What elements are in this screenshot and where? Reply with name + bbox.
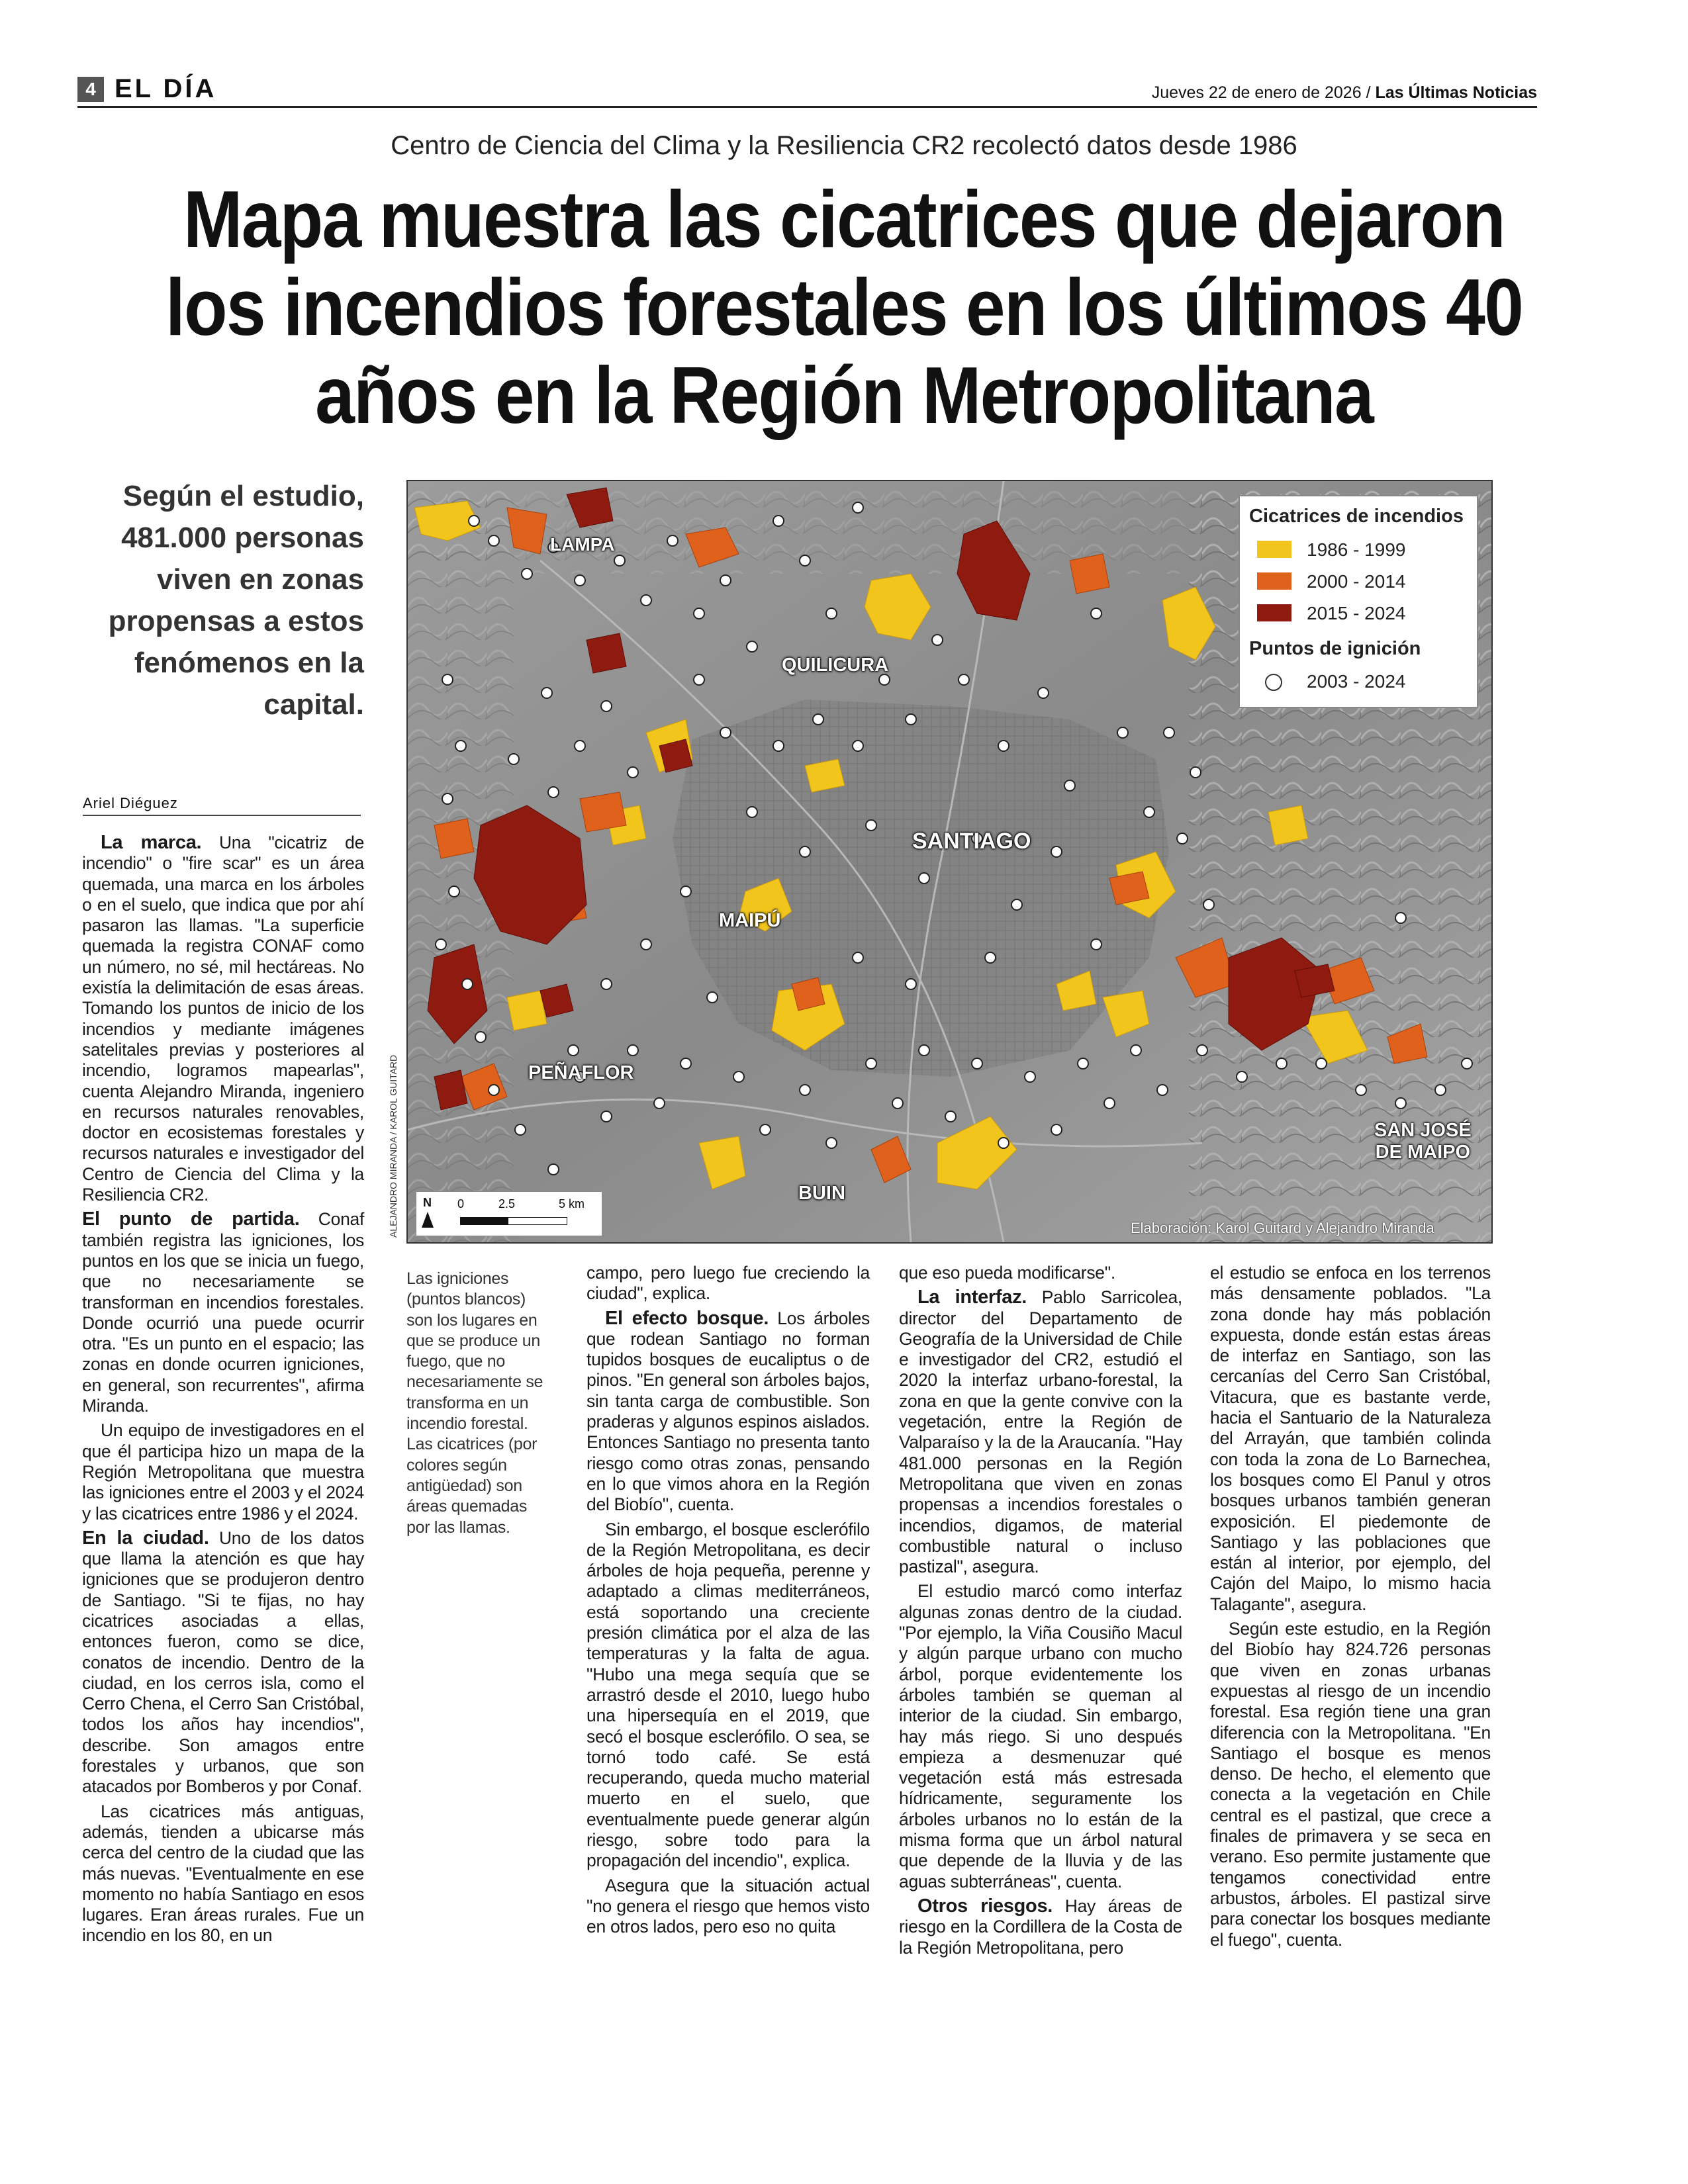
- paragraph: Sin embargo, el bosque esclerófilo de la Región Metropolitana, es decir árboles de hoja pequeña, perenne y adaptado a climas mediterráneos, está soportando una creciente presión climática por el alza de las temperaturas y la falta de agua. "Hubo una mega sequía que se arrastró desde el 2010, luego hubo una hipersequía en el 2019, que secó el bosque esclerófilo. O sea, se tornó todo café. Se está recuperando, queda mucho material muerto en el suelo, que eventualmente puede generar algún riesgo, sobre todo para la propagación del incendio", explica.: [586, 1519, 870, 1871]
- paragraph-lead: Otros riesgos.: [917, 1895, 1053, 1917]
- article-column-3: [899, 1263, 1182, 1962]
- map-legend: [1239, 495, 1478, 708]
- paragraph: el estudio se enfoca en los terrenos más densamente poblados. "La zona donde hay más población expuesta, donde están estas áreas de interfaz en Santiago, son las cercanías del Cerro San Cristóbal, Vitacura, que es bastante verde, hacia el Santuario de la Naturaleza del Arrayán, que también colinda con toda la zona de Lo Barnechea, los bosques como El Panul y otros bosques urbanos también generan exposición. El piedemonte de Santiago y las poblaciones que están al interior, por ejemplo, del Cajón del Maipo, lo mismo hacia Talagante", asegura.: [1210, 1263, 1491, 1614]
- paragraph-text: Uno de los datos que llama la atención es que hay igniciones que se produjeron dentro de Santiago. "Si te fijas, no hay cicatrices asociadas a ellas, entonces fueron, como se dice, conatos de incendio. Dentro de la ciudad, en los cerros isla, como el Cerro Chena, el Cerro San Cristóbal, todos los años hay incendios", describe. Son amagos entre forestales y urbanos, que son atacados por Bomberos y por Conaf.: [82, 1527, 364, 1797]
- scale-tick-5km: 5 km: [559, 1197, 585, 1210]
- paragraph: Un equipo de investigadores en el que él participa hizo un mapa de la Región Metropolitana que muestra las igniciones entre el 2003 y el 2024 y las cicatrices entre 1986 y el 2024.: [82, 1420, 364, 1524]
- legend-label: 1986 - 1999: [1307, 539, 1406, 560]
- scale-tick-0: 0: [457, 1197, 465, 1210]
- paragraph-text: Una "cicatriz de incendio" o "fire scar" es un área quemada, una marca en los árboles o en el suelo, que indica que por ahí pasaron las llamas. "La superficie quemada la registra CONAF como un número, no sé, mil hectáreas. No existía la delimitación de esas áreas. Tomando los puntos de inicio de los incendios y mediante imágenes satelitales previas y posteriores al incendio, logramos mapearlas", cuenta Alejandro Miranda, ingeniero en recursos naturales renovables, doctor en ecosistemas forestales y recursos naturales e investigador del Centro de Ciencia del Clima y la Resiliencia CR2.: [82, 833, 365, 1205]
- place-label-buin: BUIN: [798, 1183, 845, 1204]
- dateline: [1152, 83, 1537, 103]
- paragraph-lead: La interfaz.: [917, 1287, 1027, 1308]
- paragraph-text: Conaf también registra las igniciones, los puntos en los que se inicia un fuego, que no necesariamente se transforman en incendios forestales. Donde ocurrió una puede ocurrir otra. "Es un punto en el espacio; las zonas en donde ocurren igniciones, en general, son recurrentes", afirma Miranda.: [82, 1209, 365, 1416]
- legend-label: 2000 - 2014: [1307, 571, 1406, 592]
- place-label-penaflor: PEÑAFLOR: [528, 1062, 634, 1083]
- photo-credit-vertical: ALEJANDRO MIRANDA / KAROL GUITARD: [388, 1054, 399, 1238]
- kicker: Centro de Ciencia del Clima y la Resiliencia CR2 recolectó datos desde 1986: [391, 131, 1297, 160]
- paragraph: [586, 1308, 870, 1516]
- place-label-san-jose-de-maipo: [1374, 1120, 1472, 1163]
- paragraph: Asegura que la situación actual "no genera el riesgo que hemos visto en otros lados, pero eso no quita: [586, 1875, 870, 1937]
- paragraph: [82, 1209, 364, 1416]
- north-label: N: [423, 1196, 432, 1209]
- legend-title-scars: Cicatrices de incendios: [1249, 506, 1464, 527]
- scale-segment: [508, 1217, 567, 1225]
- legend-swatch: [1257, 572, 1291, 590]
- scale-segment: [460, 1217, 509, 1225]
- paragraph-lead: El punto de partida.: [82, 1208, 300, 1230]
- place-label-line-2: DE MAIPO: [1375, 1142, 1471, 1163]
- paragraph-lead: El efecto bosque.: [605, 1307, 769, 1329]
- article-column-1: [82, 833, 364, 1950]
- paragraph: [82, 833, 364, 1205]
- article-column-4: [1210, 1263, 1491, 1954]
- masthead: [77, 75, 1537, 108]
- legend-label: 2003 - 2024: [1307, 671, 1406, 692]
- place-label-maipu: MAIPÚ: [719, 910, 781, 931]
- paragraph: [899, 1896, 1182, 1958]
- place-label-line-1: SAN JOSÉ: [1374, 1120, 1472, 1141]
- paragraph: [82, 1528, 364, 1797]
- legend-swatch: [1257, 604, 1291, 621]
- urban-area: [673, 700, 1169, 1077]
- paragraph-text: Los árboles que rodean Santiago no forman tupidos bosques de eucaliptus o de pinos. "En general son árboles bajos, sin tanta carga de combustible. Son praderas y algunos espinos aislados. Entonces Santiago no presenta tanto riesgo como otras zonas, pensando en lo que vimos ahora en la Región del Biobío", cuenta.: [586, 1308, 870, 1515]
- paragraph-text: Hay áreas de riesgo en la Cordillera de la Costa de la Región Metropolitana, pero: [899, 1895, 1182, 1958]
- legend-swatch: [1257, 541, 1291, 558]
- place-label-quilicura: QUILICURA: [782, 655, 889, 676]
- map-credit: Elaboración: Karol Guitard y Alejandro Miranda: [1131, 1220, 1434, 1236]
- paragraph: que eso pueda modificarse".: [899, 1263, 1115, 1283]
- paragraph: Según este estudio, en la Región del Biobío hay 824.726 personas que viven en zonas urbanas expuestas al riesgo de un incendio forestal. Esa región tiene una gran diferencia con la Metropolitana. "En Santiago el bosque es menos denso. De hecho, el elemento que conecta a la vegetación en Chile central es el pastizal, que crece a finales de primavera y se seca en verano. Eso permite justamente que tengamos conectividad entre arbustos, árboles. El pastizal sirve para conectar los bosques mediante el fuego", cuenta.: [1210, 1619, 1491, 1950]
- article-column-2: [586, 1263, 870, 1942]
- paragraph: Las cicatrices más antiguas, además, tienden a ubicarse más cerca del centro de la ciudad que las más nuevas. "Eventualmente en ese momento no había Santiago en esos lugares. Eran áreas rurales. Fue un incendio en los 80, en un: [82, 1801, 364, 1946]
- legend-label: 2015 - 2024: [1307, 603, 1406, 623]
- dateline-separator: /: [1366, 83, 1371, 102]
- legend-title-points: Puntos de ignición: [1249, 638, 1421, 659]
- scale-bar: [416, 1191, 602, 1236]
- place-label-santiago: SANTIAGO: [912, 829, 1031, 854]
- scale-tick-2-5: 2.5: [498, 1197, 516, 1210]
- map-caption: Las igniciones (puntos blancos) son los lugares en que se produce un fuego, que no necesariamente se transforma en un incendio forestal. Las cicatrices (por colores según antigüedad) son áreas quemadas por las llamas.: [406, 1269, 543, 1537]
- paragraph: [899, 1287, 1182, 1577]
- paragraph: El estudio marcó como interfaz algunas zonas dentro de la ciudad. "Por ejemplo, la Viña Cousiño Macul y algún parque urbano con mucho árbol, porque evidentemente los árboles también se queman al interior de la ciudad. Sin embargo, hay más riego. Si uno después empieza a desmenuzar qué vegetación está más estresada hídricamente, seguramente los árboles urbanos no lo están de la misma forma que un árbol natural que depende de la lluvia y de las aguas subterráneas", cuenta.: [899, 1581, 1182, 1891]
- page-number: 4: [77, 77, 104, 102]
- byline: Ariel Diéguez: [83, 795, 361, 816]
- paragraph: campo, pero luego fue creciendo la ciudad", explica.: [586, 1263, 870, 1304]
- place-label-lampa: LAMPA: [550, 534, 615, 555]
- ignition-point-icon: [1265, 674, 1282, 691]
- subhead: Según el estudio, 481.000 personas viven en zonas propensas a estos fenómenos en la capital.: [108, 480, 364, 721]
- publication-name: Las Últimas Noticias: [1375, 83, 1537, 102]
- section-title: EL DÍA: [115, 74, 217, 103]
- paragraph-lead: La marca.: [101, 832, 202, 853]
- issue-date: Jueves 22 de enero de 2026: [1151, 83, 1362, 102]
- paragraph-text: Pablo Sarricolea, director del Departamento de Geografía de la Universidad de Chile e investigador del CR2, estudió el 2020 la interfaz urbano-forestal, la zona en que la gente convive con la vegetación, entre la Región de Valparaíso y la de la Araucanía. "Hay 481.000 personas en la Región Metropolitana que viven en zonas propensas a incendios forestales o incendios, digamos, de material combustible natural o incluso pastizal", asegura.: [899, 1287, 1182, 1577]
- north-arrow-icon: [422, 1212, 434, 1228]
- paragraph-lead: En la ciudad.: [82, 1527, 209, 1549]
- headline: Mapa muestra las cicatrices que dejaron los incendios forestales en los últimos 40 años en la Región Metropolitana: [165, 174, 1523, 440]
